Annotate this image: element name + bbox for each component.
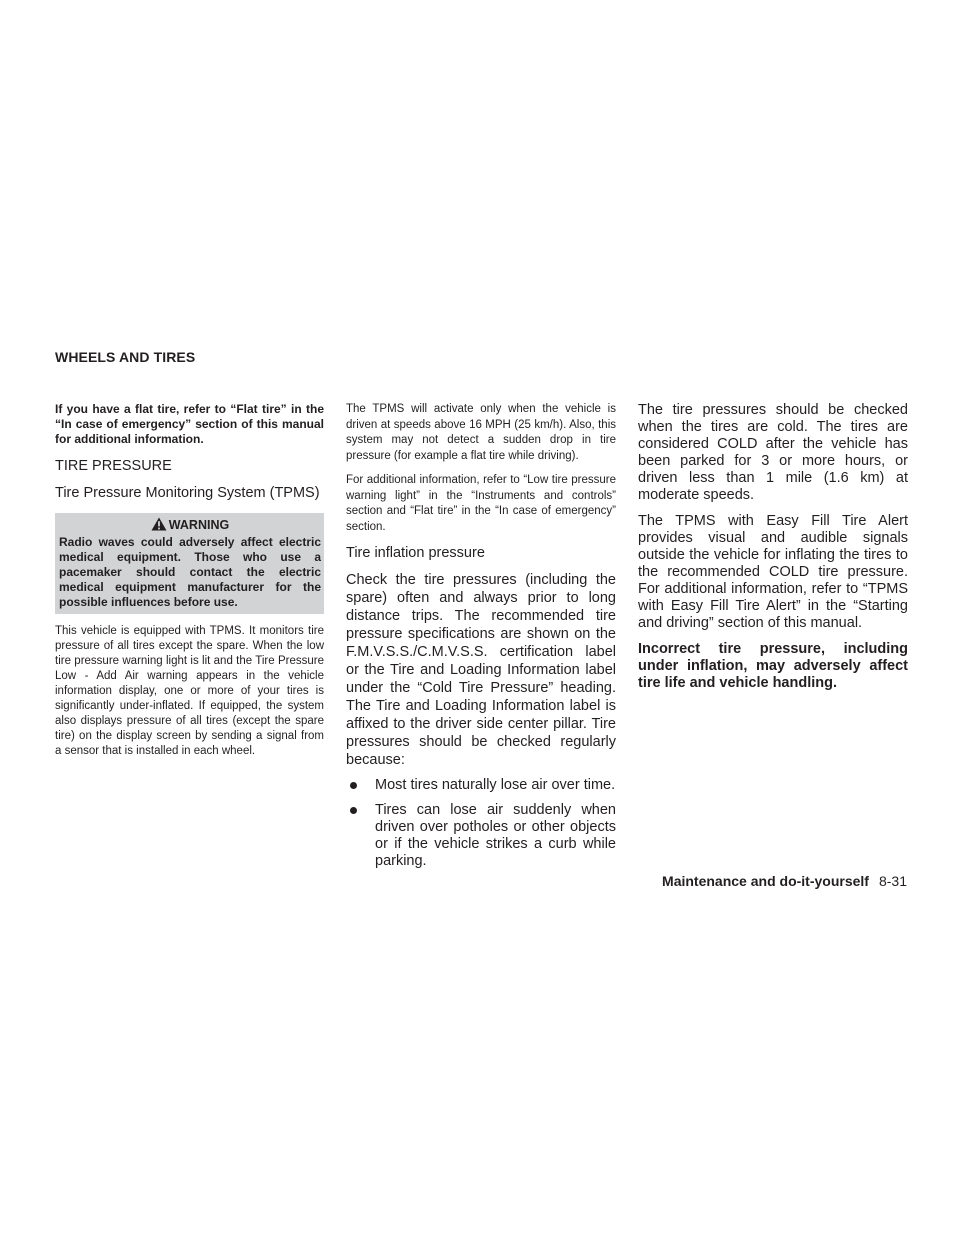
section-heading: WHEELS AND TIRES — [55, 349, 196, 365]
incorrect-pressure-warning: Incorrect tire pressure, including under inflation, may adversely affect tire life and vehicle handling. — [638, 641, 908, 691]
page-footer — [662, 873, 907, 889]
list-item-text: Most tires naturally lose air over time. — [375, 777, 616, 793]
warning-title-text: WARNING — [168, 518, 230, 532]
footer-section-title: Maintenance and do-it-yourself — [662, 873, 869, 889]
warning-box — [55, 513, 324, 614]
warning-body: Radio waves could adversely affect electric medical equipment. Those who use a pacemaker should contact the electric medical equipment manufacturer for the possible influences before use. — [59, 535, 321, 609]
cold-check-paragraph: The tire pressures should be checked when the tires are cold. The tires are considered COLD after the vehicle has been parked for 3 or more hours, or driven less than 1 mile (1.6 km) at moderate speeds. — [638, 402, 908, 503]
column-left — [55, 402, 324, 759]
column-right — [638, 402, 908, 692]
warning-title — [59, 517, 321, 533]
heading-inflation-pressure: Tire inflation pressure — [346, 545, 485, 561]
list-item — [346, 802, 616, 870]
page-number: 8-31 — [878, 873, 907, 889]
activation-note: The TPMS will activate only when the vehicle is driven at speeds above 16 MPH (25 km/h). Also, this system may not detect a sudden drop in tire pressure (for example a flat tire while driving). — [346, 403, 616, 462]
additional-info: For additional information, refer to “Low tire pressure warning light” in the “Instruments and controls” section and “Flat tire” in the “In case of emergency” section. — [346, 474, 616, 533]
reasons-list — [346, 777, 616, 870]
tpms-description: This vehicle is equipped with TPMS. It monitors tire pressure of all tires except the spare. When the low tire pressure warning light is lit and the Tire Pressure Low - Add Air warning appears in the vehicle information display, one or more of your tires is significantly under-inflated. If equipped, the system also displays pressure of all tires (except the spare tire) on the display screen by sending a signal from a sensor that is installed in each wheel. — [55, 625, 324, 757]
bullet-icon — [350, 782, 357, 789]
bullet-icon — [350, 807, 357, 814]
easy-fill-paragraph: The TPMS with Easy Fill Tire Alert provides visual and audible signals outside the vehicle for inflating the tires to the recommended COLD tire pressure. For additional information, refer to “TPMS with Easy Fill Tire Alert” in the “Starting and driving” section of this manual. — [638, 513, 908, 631]
list-item — [346, 777, 616, 794]
heading-tpms: Tire Pressure Monitoring System (TPMS) — [55, 485, 320, 501]
heading-tire-pressure: TIRE PRESSURE — [55, 458, 172, 474]
inflation-body: Check the tire pressures (including the spare) often and always prior to long distance trips. The recommended tire pressure specifications are shown on the F.M.V.S.S./C.M.V.S.S. certification label or the Tire and Loading Information label under the “Cold Tire Pressure” heading. The Tire and Loading Information label is affixed to the driver side center pillar. Tire pressures should be checked regularly because: — [346, 572, 616, 768]
list-item-text: Tires can lose air suddenly when driven over potholes or other objects or if the vehicle strikes a curb while parking. — [375, 802, 616, 869]
column-middle — [346, 402, 616, 878]
flat-tire-note: If you have a flat tire, refer to “Flat tire” in the “In case of emergency” section of this manual for additional information. — [55, 402, 324, 446]
warning-triangle-icon — [151, 517, 167, 531]
